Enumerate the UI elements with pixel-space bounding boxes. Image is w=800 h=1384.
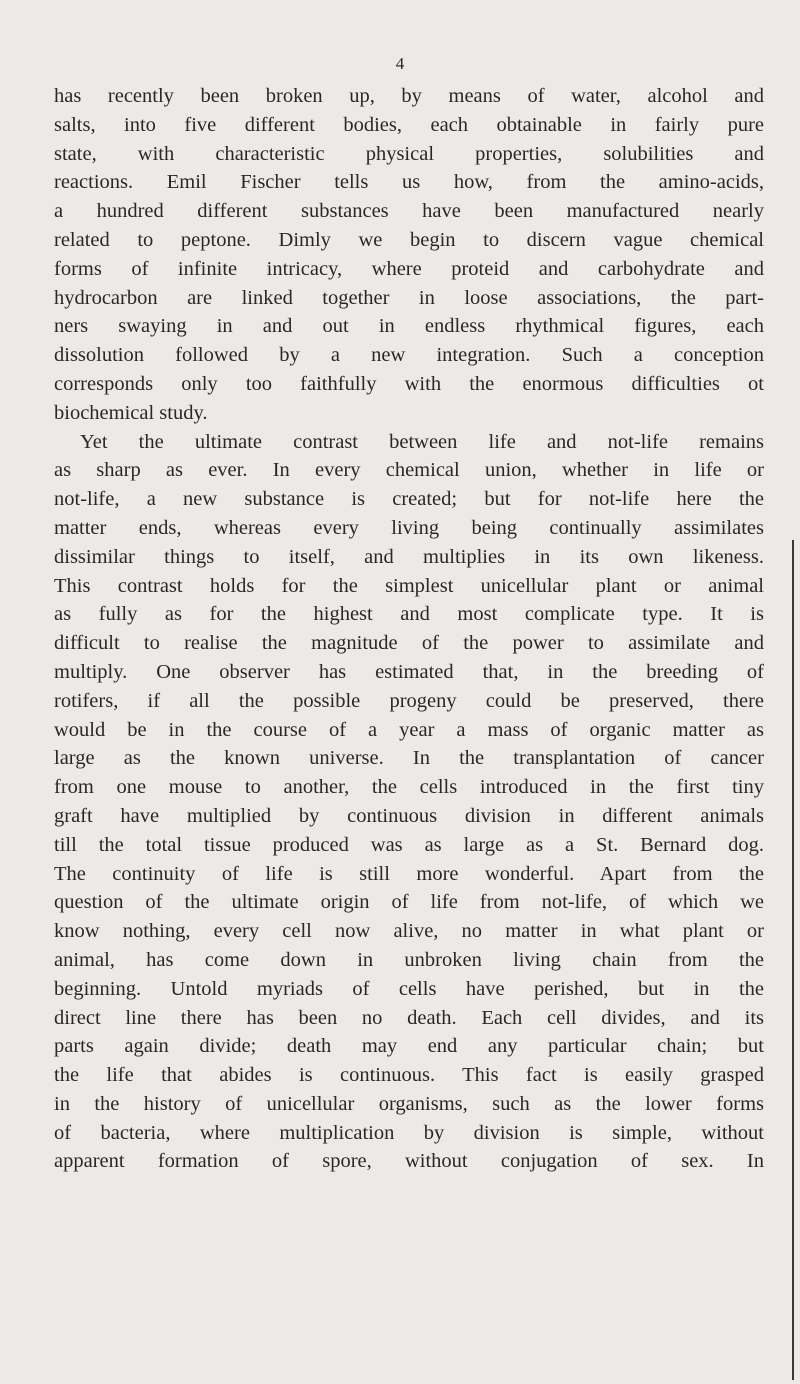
text-line: from one mouse to another, the cells introduced in the first tiny bbox=[54, 776, 764, 799]
text-line: hydrocarbon are linked together in loose associations, the part- bbox=[54, 286, 764, 309]
text-line: has recently been broken up, by means of water, alcohol and bbox=[54, 85, 764, 107]
text-line: graft have multiplied by continuous division in different animals bbox=[54, 804, 764, 827]
text-line: matter ends, whereas every living being continually assimilates bbox=[54, 516, 764, 539]
text-line: apparent formation of spore, without conjugation of sex. In bbox=[54, 1150, 764, 1173]
text-line: know nothing, every cell now alive, no matter in what plant or bbox=[54, 920, 764, 943]
text-line: difficult to realise the magnitude of the power to assimilate and bbox=[54, 632, 764, 655]
text-line: multiply. One observer has estimated that, in the breeding of bbox=[54, 660, 764, 683]
text-line: This contrast holds for the simplest unicellular plant or animal bbox=[54, 574, 764, 597]
text-line: state, with characteristic physical properties, solubilities and bbox=[54, 142, 764, 165]
page-edge-shadow bbox=[792, 540, 794, 1380]
text-line: rotifers, if all the possible progeny could be preserved, there bbox=[54, 689, 764, 712]
text-line: forms of infinite intricacy, where proteid and carbohydrate and bbox=[54, 257, 764, 280]
text-line: The continuity of life is still more wonderful. Apart from the bbox=[54, 862, 764, 885]
text-line: corresponds only too faithfully with the enormous difficulties ot bbox=[54, 372, 764, 395]
text-line: parts again divide; death may end any particular chain; but bbox=[54, 1035, 764, 1058]
text-line: would be in the course of a year a mass of organic matter as bbox=[54, 718, 764, 741]
text-line: salts, into five different bodies, each obtainable in fairly pure bbox=[54, 113, 764, 136]
page-number: 4 bbox=[395, 54, 405, 73]
text-line: animal, has come down in unbroken living chain from the bbox=[54, 948, 764, 971]
text-line: dissimilar things to itself, and multiplies in its own likeness. bbox=[54, 545, 764, 568]
text-line: the life that abides is continuous. This fact is easily grasped bbox=[54, 1064, 764, 1087]
text-line: large as the known universe. In the transplantation of cancer bbox=[54, 747, 764, 770]
text-line: beginning. Untold myriads of cells have perished, but in the bbox=[54, 977, 764, 1000]
text-line: direct line there has been no death. Each cell divides, and its bbox=[54, 1006, 764, 1029]
text-line: reactions. Emil Fischer tells us how, from the amino-acids, bbox=[54, 171, 764, 194]
text-line: of bacteria, where multiplication by division is simple, without bbox=[54, 1121, 764, 1144]
text-line: Yet the ultimate contrast between life and not-life remains bbox=[80, 430, 764, 453]
body-text bbox=[54, 82, 764, 1176]
text-line: till the total tissue produced was as large as a St. Bernard dog. bbox=[54, 833, 764, 856]
text-line: a hundred different substances have been manufactured nearly bbox=[54, 200, 764, 223]
text-line: in the history of unicellular organisms, such as the lower forms bbox=[54, 1092, 764, 1115]
text-line: as sharp as ever. In every chemical union, whether in life or bbox=[54, 459, 764, 482]
text-line: as fully as for the highest and most complicate type. It is bbox=[54, 603, 764, 626]
text-line: ners swaying in and out in endless rhythmical figures, each bbox=[54, 315, 764, 338]
text-line: not-life, a new substance is created; but for not-life here the bbox=[54, 488, 764, 511]
text-line: question of the ultimate origin of life from not-life, of which we bbox=[54, 891, 764, 914]
text-line: dissolution followed by a new integration. Such a conception bbox=[54, 344, 764, 367]
text-line: biochemical study. bbox=[54, 401, 208, 424]
text-line: related to peptone. Dimly we begin to discern vague chemical bbox=[54, 228, 764, 251]
